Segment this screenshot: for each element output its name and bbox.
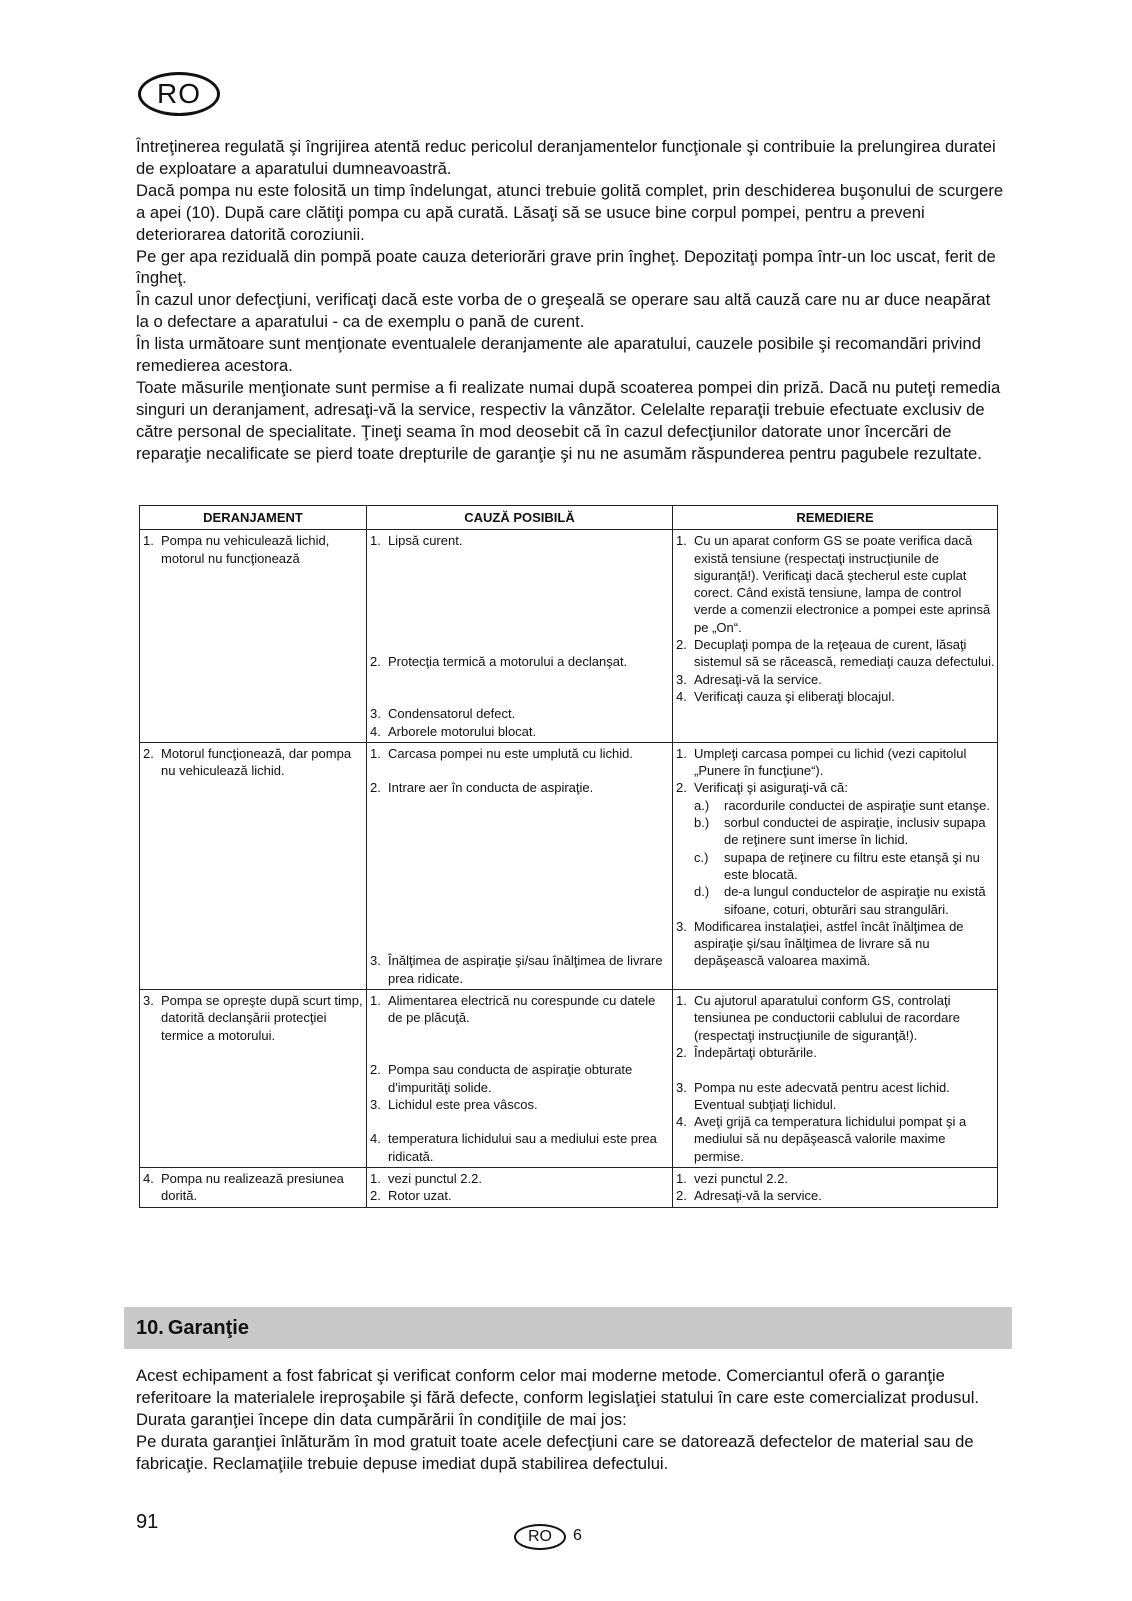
header-cause: CAUZĂ POSIBILĂ bbox=[367, 506, 673, 530]
item-number: 2. bbox=[676, 780, 687, 796]
remedy-text: Cu ajutorul aparatului conform GS, controlaţi tensiunea pe conductorii cablului de racordare (respectaţi instrucţiunile de siguranţă!). bbox=[694, 993, 960, 1043]
item-number: 3. bbox=[370, 953, 381, 969]
cause-text: temperatura lichidului sau a mediului este prea ridicată. bbox=[388, 1131, 657, 1164]
section-heading-warranty bbox=[124, 1307, 1012, 1349]
item-number: 4. bbox=[676, 688, 687, 704]
remedy-cell bbox=[673, 990, 998, 1168]
sub-item-letter: d.) bbox=[694, 884, 710, 900]
intro-paragraph: Pe ger apa reziduală din pompă poate cauza deteriorări grave prin îngheţ. Depozitaţi pompa într-un loc uscat, ferit de îngheţ. bbox=[136, 246, 996, 288]
problem-cell bbox=[140, 990, 367, 1168]
cause-text: vezi punctul 2.2. bbox=[388, 1171, 482, 1187]
footer-language-badge: RO bbox=[514, 1524, 566, 1550]
cause-cell bbox=[367, 742, 673, 989]
intro-paragraph: Toate măsurile menţionate sunt permise a fi realizate numai după scoaterea pompei din priză. Dacă nu puteţi remedia singuri un deranjament, adresaţi-vă la service, respectiv la vânzător. Celelalte reparaţii trebuie efectuate exclusiv de către personal de specialitate. Ţineţi seama în mod deosebit că în cazul defecţiunilor datorate unor încercări de reparaţie necalificate se pierd toate drepturile de garanţie şi nu ne asumăm răspunderea pentru pagubele rezultate. bbox=[136, 377, 1001, 463]
remedy-text: Decuplaţi pompa de la reţeaua de curent, lăsaţi sistemul să se răcească, remediaţi cauza defectului. bbox=[694, 637, 995, 670]
header-problem: DERANJAMENT bbox=[140, 506, 367, 530]
intro-text bbox=[136, 136, 1006, 465]
item-number: 2. bbox=[676, 1044, 687, 1060]
cause-text: Alimentarea electrică nu corespunde cu datele de pe plăcuţă. bbox=[388, 993, 656, 1026]
item-number: 4. bbox=[370, 723, 381, 739]
item-number: 2. bbox=[370, 780, 381, 796]
cause-cell bbox=[367, 530, 673, 743]
item-number: 3. bbox=[676, 1079, 687, 1095]
item-number: 3. bbox=[676, 918, 687, 934]
item-number: 1. bbox=[370, 1171, 381, 1187]
table-row bbox=[140, 1168, 998, 1208]
section-number: 10. bbox=[136, 1316, 164, 1339]
problem-cell bbox=[140, 530, 367, 743]
troubleshooting-table bbox=[139, 505, 998, 1208]
cause-text: Rotor uzat. bbox=[388, 1188, 452, 1204]
item-number: 2. bbox=[370, 1188, 381, 1204]
item-number: 2. bbox=[143, 745, 154, 761]
item-number: 3. bbox=[143, 993, 154, 1009]
cause-text: Intrare aer în conducta de aspiraţie. bbox=[388, 780, 594, 796]
page-number: 91 bbox=[136, 1511, 159, 1533]
warranty-paragraph: Pe durata garanţiei înlăturăm în mod gratuit toate acele defecţiuni care se datorează defectelor de material sau de fabricaţie. Reclamaţiile trebuie depuse imediat după stabilirea defectului. bbox=[136, 1431, 974, 1473]
item-number: 3. bbox=[370, 706, 381, 722]
item-number: 1. bbox=[676, 745, 687, 761]
item-number: 2. bbox=[370, 654, 381, 670]
item-number: 3. bbox=[370, 1096, 381, 1112]
item-number: 1. bbox=[676, 1171, 687, 1187]
remedy-text: Aveţi grijă ca temperatura lichidului pompat şi a mediului să nu depăşească valorile maxime permise. bbox=[694, 1114, 967, 1164]
item-number: 2. bbox=[370, 1062, 381, 1078]
warranty-paragraph: Acest echipament a fost fabricat şi verificat conform celor mai moderne metode. Comerciantul oferă o garanţie referitoare la materialele ireproşabile şi fără defecte, conform legislaţiei statului în care este comercializat produsul. Durata garanţiei începe din data cumpărării în condiţiile de mai jos: bbox=[136, 1366, 979, 1429]
problem-cell bbox=[140, 1168, 367, 1208]
remedy-text: vezi punctul 2.2. bbox=[694, 1171, 788, 1187]
warranty-text bbox=[136, 1365, 1016, 1475]
table-row bbox=[140, 742, 998, 989]
item-number: 2. bbox=[676, 1188, 687, 1204]
remedy-text: Îndepărtaţi obturările. bbox=[694, 1044, 817, 1060]
remedy-text: Cu un aparat conform GS se poate verifica dacă există tensiune (respectaţi instrucţiunile de siguranţă!). Verificaţi dacă ştecherul este cuplat corect. Când există tensiune, lampa de control verde a comenzii electronice a pompei este aprinsă pe „On“. bbox=[694, 533, 991, 635]
item-number: 1. bbox=[143, 533, 154, 549]
remedy-text: Adresaţi-vă la service. bbox=[694, 1188, 822, 1204]
remedy-text: supapa de reţinere cu filtru este etanşă şi nu este blocată. bbox=[724, 849, 980, 882]
intro-paragraph: Dacă pompa nu este folosită un timp îndelungat, atunci trebuie golită complet, prin deschiderea buşonului de scurgere a apei (10). După care clătiţi pompa cu apă curată. Lăsaţi să se usuce bine corpul pompei, pentru a preveni deteriorarea datorită coroziunii. bbox=[136, 180, 1004, 244]
item-number: 1. bbox=[370, 745, 381, 761]
table-row bbox=[140, 530, 998, 743]
item-number: 2. bbox=[676, 637, 687, 653]
item-number: 4. bbox=[370, 1131, 381, 1147]
cause-text: Înălţimea de aspiraţie şi/sau înălţimea de livrare prea ridicate. bbox=[388, 953, 663, 986]
item-number: 1. bbox=[676, 533, 687, 549]
cause-text: Pompa sau conducta de aspiraţie obturate d'impurităţi solide. bbox=[388, 1062, 633, 1095]
remedy-cell bbox=[673, 742, 998, 989]
cause-cell bbox=[367, 1168, 673, 1208]
sub-item-letter: a.) bbox=[694, 797, 710, 813]
intro-paragraph: În lista următoare sunt menţionate eventualele deranjamente ale aparatului, cauzele posibile şi recomandări privind remedierea acestora. bbox=[136, 334, 981, 376]
language-badge: RO bbox=[138, 72, 220, 116]
table-row bbox=[140, 990, 998, 1168]
remedy-text: Verificaţi şi asiguraţi-vă că: bbox=[694, 780, 848, 796]
item-number: 3. bbox=[676, 671, 687, 687]
problem-cell bbox=[140, 742, 367, 989]
problem-text: Motorul funcţionează, dar pompa nu vehiculează lichid. bbox=[161, 745, 352, 779]
problem-text: Pompa nu realizează presiunea dorită. bbox=[161, 1171, 344, 1204]
problem-text: Pompa nu vehiculează lichid, motorul nu funcţionează bbox=[161, 533, 330, 566]
problem-text: Pompa se opreşte după scurt timp, datorită declanşării protecţiei termice a motorului. bbox=[161, 993, 363, 1043]
remedy-cell bbox=[673, 1168, 998, 1208]
remedy-text: Adresaţi-vă la service. bbox=[694, 671, 822, 687]
remedy-text: Pompa nu este adecvată pentru acest lichid. Eventual subţiaţi lichidul. bbox=[694, 1079, 950, 1112]
cause-text: Protecţia termică a motorului a declanşat. bbox=[388, 654, 628, 670]
sub-item-letter: c.) bbox=[694, 849, 709, 865]
cause-text: Condensatorul defect. bbox=[388, 706, 516, 722]
remedy-cell bbox=[673, 530, 998, 743]
intro-paragraph: În cazul unor defecţiuni, verificaţi dacă este vorba de o greşeală se operare sau altă cauză care nu ar duce neapărat la o defectare a aparatului - ca de exemplu o pană de curent. bbox=[136, 290, 991, 332]
remedy-text: Verificaţi cauza şi eliberaţi blocajul. bbox=[694, 688, 895, 704]
item-number: 4. bbox=[143, 1171, 154, 1187]
item-number: 1. bbox=[370, 993, 381, 1009]
remedy-text: Modificarea instalaţiei, astfel încât înălţimea de aspiraţie şi/sau înălţimea de livrare să nu depăşească valoarea maximă. bbox=[694, 918, 964, 969]
cause-cell bbox=[367, 990, 673, 1168]
remedy-text: Umpleţi carcasa pompei cu lichid (vezi capitolul „Punere în funcţiune“). bbox=[694, 745, 967, 779]
section-title: Garanţie bbox=[167, 1316, 249, 1339]
item-number: 4. bbox=[676, 1114, 687, 1130]
cause-text: Lipsă curent. bbox=[388, 533, 463, 549]
footer-sub-page: 6 bbox=[573, 1527, 582, 1544]
remedy-text: racordurile conductei de aspiraţie sunt etanşe. bbox=[724, 797, 990, 813]
remedy-text: sorbul conductei de aspiraţie, inclusiv supapa de reţinere sunt imerse în lichid. bbox=[724, 815, 986, 848]
cause-text: Lichidul este prea vâscos. bbox=[388, 1096, 538, 1112]
table-header-row bbox=[140, 506, 998, 530]
sub-item-letter: b.) bbox=[694, 815, 710, 831]
intro-paragraph: Întreţinerea regulată şi îngrijirea atentă reduc pericolul deranjamentelor funcţionale şi contribuie la prelungirea duratei de exploatare a aparatului dumneavoastră. bbox=[136, 137, 996, 178]
item-number: 1. bbox=[370, 533, 381, 549]
cause-text: Carcasa pompei nu este umplută cu lichid. bbox=[388, 745, 633, 761]
remedy-text: de-a lungul conductelor de aspiraţie nu există sifoane, coturi, obturări sau strangulări. bbox=[724, 884, 986, 917]
item-number: 1. bbox=[676, 993, 687, 1009]
header-remedy: REMEDIERE bbox=[673, 506, 998, 530]
cause-text: Arborele motorului blocat. bbox=[388, 723, 537, 739]
